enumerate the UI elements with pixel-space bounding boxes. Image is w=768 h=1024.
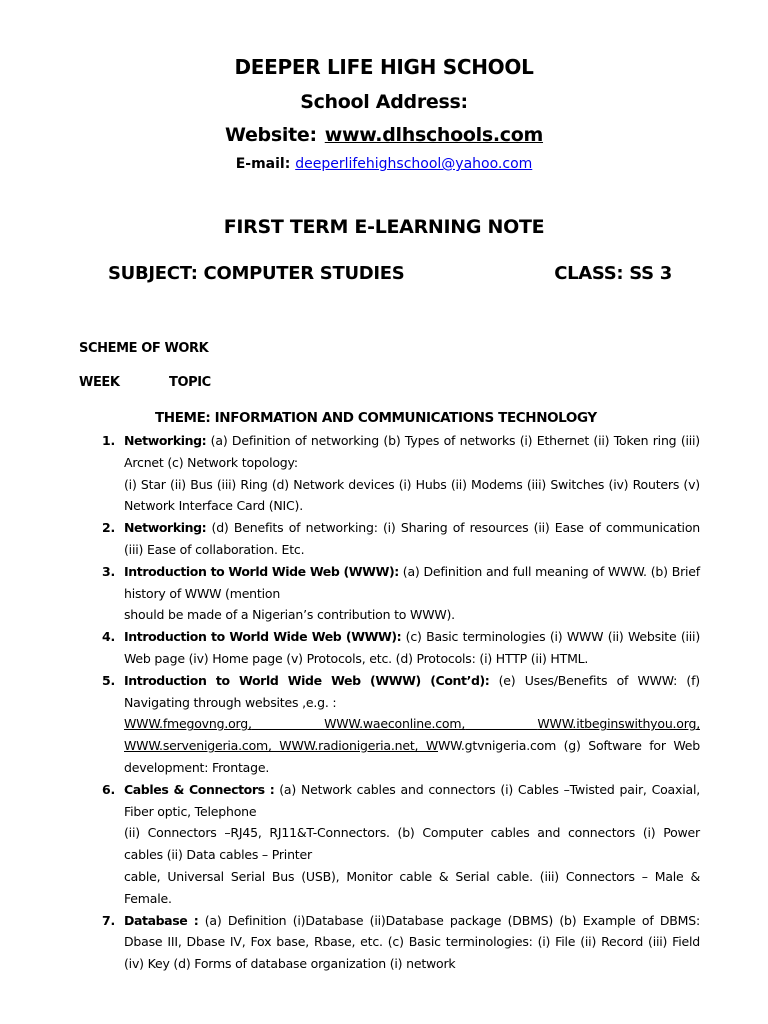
item-heading: Introduction to World Wide Web (WWW) (Cont’d): [124,672,490,688]
list-item [80,910,700,975]
subject-label: SUBJECT: COMPUTER STUDIES [108,263,405,284]
list-item [80,430,700,517]
website-link[interactable]: WWW.waeconline.com, [324,716,466,732]
list-item [80,517,700,561]
week-header: WEEK [79,375,120,390]
website-links-row [124,713,700,735]
item-text: (d) Benefits of networking: (i) Sharing of resources (ii) Ease of communication (iii) Ease of collaboration. Etc. [124,520,700,557]
item-number: 1. [102,433,116,448]
item-number: 3. [102,563,116,579]
item-number: 6. [102,781,116,797]
list-item [80,561,700,626]
item-heading: Networking: [124,520,207,536]
item-text: (e) Uses/Benefits of WWW: (f) Navigating through websites ,e.g. : [124,672,700,710]
website-link[interactable]: WWW.itbeginswithyou.org, [537,716,700,732]
email-link[interactable]: deeperlifehighschool@yahoo.com [295,156,533,172]
subject-class-row [108,263,672,289]
item-text: WW.gtvnigeria.com (g) Software for Web development: Frontage. [124,738,700,775]
email-line [0,156,768,172]
list-item [80,779,700,910]
item-text: (a) Definition (i)Database (ii)Database package (DBMS) (b) Example of DBMS: Dbase III, Dbase IV, Fox base, Rbase, etc. (c) Basic terminologies: (i) File (ii) Record (iii) Field (iv) Key (d) Forms of database organization (i) network [124,912,701,972]
item-text: (a) Definition of networking (b) Types of networks (i) Ethernet (ii) Token ring (iii) Arcnet (c) Network topology: [124,433,700,470]
class-label: CLASS: SS 3 [554,263,672,284]
item-heading: Introduction to World Wide Web (WWW): [124,629,402,645]
website-link[interactable]: www.dlhschools.com [324,124,544,146]
school-name: DEEPER LIFE HIGH SCHOOL [234,55,534,79]
item-text: (ii) Connectors –RJ45, RJ11&T-Connectors. (b) Computer cables and connectors (i) Power cables (ii) Data cables – Printer [124,825,700,863]
item-text: should be made of a Nigerian’s contribution to WWW). [124,607,455,623]
item-text: (c) Basic terminologies (i) WWW (ii) Website (iii) Web page (iv) Home page (v) Protocols, etc. (d) Protocols: (i) HTTP (ii) HTML. [124,629,700,666]
item-heading: Networking: [124,433,207,448]
item-text: (i) Star (ii) Bus (iii) Ring (d) Network devices (i) Hubs (ii) Modems (iii) Switches (iv) Routers (v) Network Interface Card (NIC). [124,476,700,514]
item-text: cable, Universal Serial Bus (USB), Monitor cable & Serial cable. (iii) Connectors – Male & Female. [124,868,700,906]
item-heading: Database : [124,912,199,928]
item-heading: Introduction to World Wide Web (WWW): [124,563,399,579]
item-number: 7. [102,912,116,928]
website-links-inline[interactable]: WWW.servenigeria.com, WWW.radionigeria.net, W [124,738,439,754]
website-label: Website: [224,124,317,146]
item-text: (a) Definition and full meaning of WWW. (b) Brief history of WWW (mention [124,563,701,601]
topic-header: TOPIC [169,375,211,390]
website-link[interactable]: WWW.fmegovng.org, [124,716,252,732]
website-line [0,124,768,146]
scheme-of-work-title: SCHEME OF WORK [79,341,209,356]
email-label: E-mail: [235,156,291,172]
item-number: 4. [102,629,116,645]
list-item [80,626,700,670]
item-text: (a) Network cables and connectors (i) Cables –Twisted pair, Coaxial, Fiber optic, Telephone [124,781,700,819]
theme-heading: THEME: INFORMATION AND COMMUNICATIONS TECHNOLOGY [155,410,597,426]
topic-list [80,430,700,975]
list-item [80,670,700,779]
item-heading: Cables & Connectors : [124,781,275,797]
item-number: 2. [102,520,116,536]
school-address-label: School Address: [300,91,468,113]
item-number: 5. [102,672,116,688]
term-title: FIRST TERM E-LEARNING NOTE [223,216,545,238]
